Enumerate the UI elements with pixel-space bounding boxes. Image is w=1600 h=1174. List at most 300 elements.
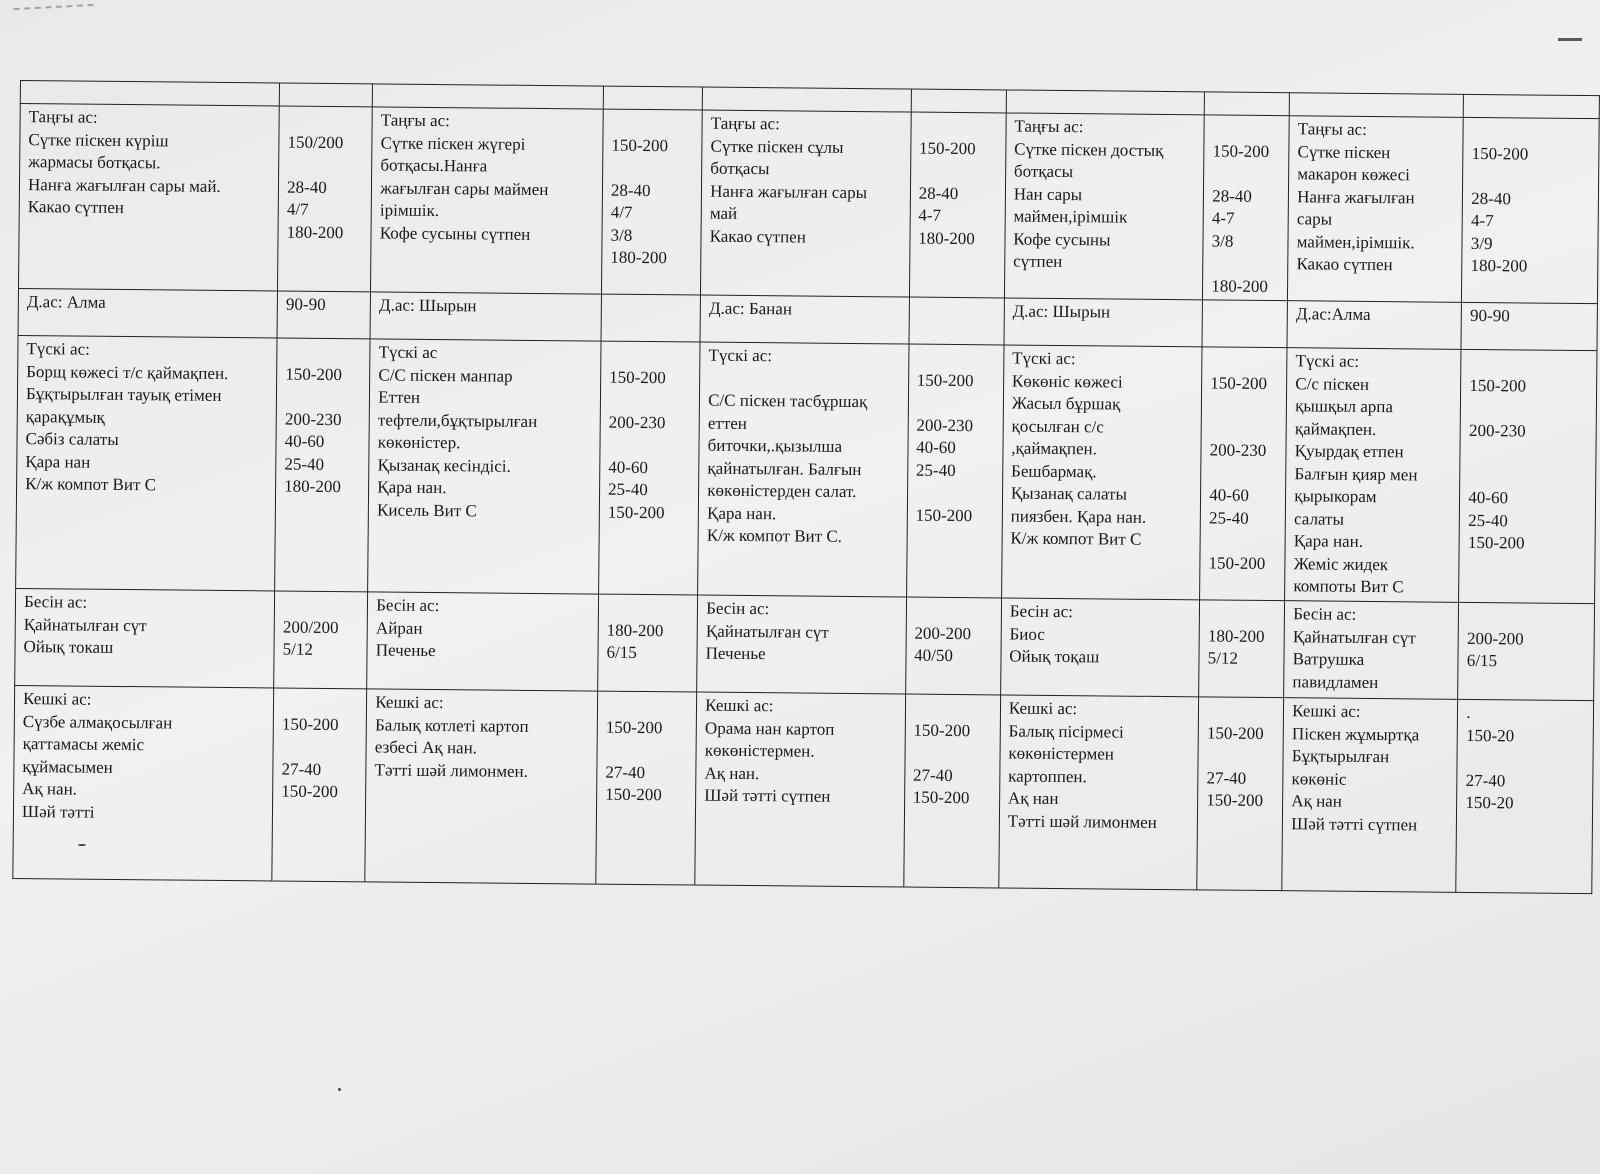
cell-line: 150-200	[609, 367, 666, 387]
cell-line: 200-230	[1468, 420, 1526, 440]
cell-line: Д.ас: Шырын	[1012, 301, 1111, 322]
cell-line: Какао сүтпен	[1296, 254, 1393, 275]
cell-line: 28-40	[1471, 188, 1511, 208]
portion-cell	[903, 694, 1000, 888]
header-cell	[1006, 90, 1205, 115]
cell-line: Бешбармақ.	[1011, 461, 1097, 481]
cell-line: 27-40	[1465, 770, 1506, 790]
dish-cell	[13, 685, 274, 880]
cell-line: Кешкі ас:	[1292, 701, 1361, 721]
meal-row-breakfast	[18, 104, 1599, 304]
portion-cell	[1197, 697, 1284, 891]
cell-line: Кешкі ас:	[705, 695, 774, 716]
cell-line: Таңғы ас:	[380, 110, 451, 131]
cell-line	[609, 344, 691, 367]
dish-cell	[365, 689, 598, 884]
portion-cell	[1461, 302, 1597, 350]
cell-line: Шәй тәтті сүтпен	[1291, 813, 1418, 834]
cell-line: Жеміс жидек	[1293, 553, 1389, 574]
meal-row-lunch	[16, 335, 1597, 603]
cell-line	[611, 157, 693, 180]
dish-cell	[1288, 116, 1464, 303]
cell-line: Қызанақ кесіндісі.	[377, 454, 511, 476]
cell-line	[282, 736, 358, 759]
cell-line: 180-200	[610, 247, 668, 268]
cell-line: Д.ас: Шырын	[378, 295, 477, 316]
cell-line: салаты	[1293, 508, 1345, 529]
header-cell	[603, 86, 702, 110]
dish-cell	[1004, 113, 1204, 300]
cell-line: қайнатылған. Балғын	[707, 458, 862, 479]
cell-line: сары	[1296, 209, 1333, 229]
cell-line: 200-230	[916, 415, 974, 435]
cell-line: 150-200	[607, 502, 665, 522]
cell-line: 150-200	[605, 717, 663, 737]
cell-line: Бұқтырылған	[1291, 746, 1390, 767]
cell-line: маймен,ірімшік	[1013, 206, 1128, 227]
cell-line	[611, 112, 693, 135]
cell-line: Бұқтырылған тауық етімен	[25, 384, 222, 405]
header-cell	[1204, 92, 1289, 116]
cell-line	[1209, 462, 1277, 485]
cell-line: С/с піскен	[1295, 373, 1370, 394]
header-cell	[702, 87, 911, 112]
cell-line: Сүтке піскен	[1297, 141, 1391, 162]
cell-line: 90-90	[1470, 305, 1510, 326]
cell-line: 150-200	[1471, 143, 1529, 163]
dish-cell	[18, 288, 278, 337]
cell-line: Қайнатылған сүт	[23, 614, 147, 635]
cell-line: Түскі ас:	[708, 345, 773, 366]
cell-line	[917, 392, 995, 415]
cell-line: Ақ нан	[1291, 791, 1342, 811]
portion-cell	[1456, 699, 1594, 893]
portion-cell	[906, 344, 1004, 598]
cell-line: 150-200	[913, 720, 971, 740]
cell-line: 200-200	[1466, 628, 1524, 648]
cell-line: Ақ нан	[1007, 788, 1059, 809]
portion-cell	[1200, 347, 1287, 601]
dish-cell	[697, 595, 906, 694]
cell-line: Сүтке піскен достық	[1014, 139, 1164, 160]
cell-line: 4-7	[1211, 208, 1235, 228]
cell-line	[1213, 117, 1281, 140]
cell-line: 27-40	[281, 759, 322, 779]
cell-line	[288, 109, 364, 132]
cell-line: Борщ көжесі т/с қаймақпен.	[26, 361, 229, 383]
cell-line: қаймақпен.	[1294, 418, 1377, 439]
cell-line: 40-60	[1468, 487, 1509, 508]
cell-line: 40/50	[914, 645, 954, 665]
cell-line: 28-40	[287, 177, 327, 197]
cell-line	[1470, 352, 1589, 376]
cell-line: қосылған с/с	[1011, 416, 1104, 436]
cell-line	[919, 160, 997, 183]
cell-line: 3/8	[1211, 230, 1234, 251]
cell-line: 3/8	[610, 225, 633, 245]
dish-cell	[16, 335, 278, 590]
cell-line: 180-200	[284, 476, 341, 497]
header-cell	[1289, 93, 1463, 118]
cell-line: Балық котлеті картоп	[374, 714, 529, 736]
cell-line	[606, 694, 688, 717]
portion-cell	[909, 112, 1006, 298]
cell-line: 4-7	[1470, 210, 1494, 231]
cell-line: қаттамасы жеміс	[22, 734, 145, 755]
cell-line: Сүтке піскен сұлы	[710, 136, 844, 157]
cell-line: Балғын қияр мен	[1294, 463, 1418, 484]
cell-line	[917, 347, 995, 370]
cell-line: 150-200	[285, 364, 343, 384]
cell-line: Қара нан.	[1293, 531, 1364, 551]
cell-line: 40-60	[1209, 485, 1250, 505]
cell-line: 27-40	[912, 765, 953, 785]
cell-line: Нанға жағылған	[1297, 186, 1415, 207]
cell-line	[917, 300, 995, 323]
cell-line: Кешкі ас:	[1008, 698, 1078, 719]
cell-line	[285, 341, 361, 364]
cell-line	[1208, 602, 1276, 625]
cell-line: ,қаймақпен.	[1011, 438, 1098, 459]
cell-line	[281, 803, 357, 826]
cell-line: қышқыл арпа	[1295, 396, 1394, 417]
cell-line: 90-90	[285, 294, 326, 314]
cell-line: Какао сүтпен	[27, 197, 125, 218]
cell-line: 150-200	[916, 370, 974, 390]
dish-cell	[368, 339, 601, 594]
cell-line	[608, 434, 690, 457]
cell-line: көкөністермен.	[704, 740, 815, 761]
cell-line: 180-200	[286, 222, 344, 242]
cell-line: 28-40	[610, 180, 651, 200]
cell-line	[605, 739, 687, 762]
cell-line: Ақ нан.	[22, 779, 78, 799]
cell-line: Кофе сусыны	[1013, 229, 1111, 249]
pen-dash	[1558, 38, 1582, 41]
cell-line: ботқасы	[710, 158, 770, 179]
cell-line: ботқасы	[1013, 161, 1074, 182]
cell-line	[708, 367, 900, 391]
cell-line: жармасы ботқасы.	[28, 152, 161, 173]
dish-cell	[367, 592, 599, 691]
cell-line: К/ж компот Вит С	[25, 474, 157, 495]
portion-cell	[1458, 602, 1595, 700]
cell-line: 200-230	[608, 412, 666, 432]
cell-line: Ақ нан.	[704, 763, 760, 783]
dish-cell	[370, 292, 601, 341]
cell-line: 150-200	[611, 135, 669, 155]
cell-line: 25-40	[1208, 507, 1249, 528]
cell-line: 28-40	[1212, 185, 1252, 206]
cell-line: 3/9	[1470, 233, 1493, 253]
cell-line	[610, 297, 692, 320]
cell-line: 180-200	[918, 228, 975, 248]
cell-line: сүтпен	[1013, 251, 1063, 272]
cell-line: Ватрушка	[1292, 649, 1365, 669]
portion-cell	[272, 688, 367, 882]
cell-line: 150-200	[1206, 790, 1264, 810]
cell-line: көкөністермен	[1008, 743, 1114, 764]
portion-cell	[274, 591, 368, 689]
cell-line: Сүзбе алмақосылған	[22, 711, 173, 732]
cell-line: 27-40	[1206, 767, 1247, 788]
cell-line: 200-230	[1209, 440, 1267, 460]
cell-line	[915, 600, 993, 623]
portion-cell	[1203, 115, 1290, 301]
cell-line: 150-200	[1467, 532, 1525, 553]
cell-line: Бесін ас:	[706, 598, 770, 619]
cell-line: Тәтті шәй лимонмен	[1007, 811, 1157, 832]
portion-cell	[601, 294, 701, 342]
cell-line: биточки,.қызылша	[707, 435, 843, 456]
cell-line	[1207, 744, 1275, 767]
cell-line	[916, 482, 994, 505]
cell-line: Түскі ас:	[1295, 351, 1360, 371]
header-cell	[279, 83, 372, 107]
cell-line: Шәй тәтті	[21, 801, 95, 822]
cell-line: құймасымен	[22, 756, 113, 777]
cell-line: 150-200	[912, 787, 970, 808]
cell-line	[913, 742, 991, 765]
cell-line: 180-200	[1207, 625, 1265, 646]
cell-line: жағылған сары маймен	[380, 177, 549, 199]
cell-line: Таңғы ас:	[1297, 119, 1367, 139]
header-cell	[20, 81, 279, 106]
cell-line: көкөністерден салат.	[707, 480, 857, 502]
dish-cell	[698, 342, 909, 597]
cell-line: 180-200	[1470, 255, 1528, 276]
cell-line: Қайнатылған сүт	[705, 621, 829, 642]
cell-line: Түскі ас	[378, 342, 438, 363]
cell-line: ірімшік.	[379, 200, 440, 221]
meal-row-dinner	[13, 685, 1594, 893]
cell-line: 25-40	[915, 460, 956, 480]
cell-line	[1210, 349, 1278, 372]
header-cell	[911, 89, 1006, 113]
dish-cell	[371, 107, 604, 294]
cell-line: Кисель Вит С	[377, 499, 477, 520]
cell-line: Тәтті шәй лимонмен.	[374, 759, 529, 781]
cell-line: Қара нан	[25, 451, 91, 472]
cell-line: 150-200	[281, 781, 339, 802]
cell-line: қарақұмық	[25, 406, 105, 427]
cell-line	[1211, 252, 1279, 275]
cell-line: 40-60	[608, 457, 649, 477]
dish-cell	[1284, 601, 1459, 700]
dish-cell	[1001, 345, 1202, 600]
cell-line: Бесін ас:	[376, 595, 440, 616]
cell-line	[914, 697, 992, 720]
cell-line: Биос	[1009, 624, 1045, 644]
pen-mark	[14, 4, 95, 26]
cell-line: компоты Вит С	[1293, 576, 1404, 597]
cell-line: май	[709, 203, 738, 223]
cell-line: 40-60	[916, 437, 956, 457]
cell-line: Таңғы ас:	[1014, 116, 1084, 137]
speck	[338, 1088, 341, 1091]
dish-cell	[700, 295, 909, 344]
cell-line: 27-40	[605, 762, 646, 782]
cell-line: ботқасы.Нанға	[380, 155, 488, 176]
meal-row-afternoon	[15, 588, 1595, 700]
cell-line: Қайнатылған сүт	[1292, 626, 1416, 647]
portion-cell	[1202, 300, 1287, 348]
cell-line: 200-230	[284, 409, 342, 429]
cell-line: тефтели,бұқтырылған	[377, 409, 538, 431]
cell-line: Таңғы ас:	[710, 113, 780, 134]
cell-line: 28-40	[918, 183, 959, 203]
cell-line	[1207, 699, 1275, 722]
cell-line: 180-200	[1211, 275, 1269, 296]
cell-line: Д.ас: Банан	[708, 298, 793, 319]
cell-line	[1212, 162, 1280, 185]
cell-line: Орама нан картоп	[704, 718, 835, 739]
cell-line: 150-200	[1206, 722, 1264, 743]
cell-line: көкөніс	[1291, 768, 1347, 789]
cell-line: 150-200	[281, 714, 339, 734]
portion-cell	[277, 291, 371, 339]
cell-line: 150/200	[287, 132, 344, 152]
cell-line: Ойық тоқаш	[1009, 646, 1100, 667]
portion-cell	[601, 109, 702, 295]
portion-cell	[275, 338, 371, 592]
cell-line: 180-200	[606, 620, 664, 640]
cell-line: 40-60	[284, 431, 325, 451]
cell-line: 150-200	[605, 784, 662, 805]
cell-line: 200/200	[282, 617, 339, 637]
cell-line	[1210, 394, 1278, 417]
cell-line: 25-40	[607, 479, 648, 500]
cell-line	[1466, 747, 1585, 771]
dish-cell	[15, 588, 275, 687]
cell-line: 4/7	[610, 202, 633, 222]
cell-line: К/ж компот Вит С.	[706, 525, 843, 546]
cell-line: 5/12	[1207, 648, 1239, 668]
cell-line: 4/7	[286, 199, 309, 219]
cell-line: К/ж компот Вит С	[1010, 528, 1142, 549]
cell-line: езбесі Ақ нан.	[374, 737, 478, 758]
cell-line: маймен,ірімшік.	[1296, 231, 1415, 252]
cell-line: Қара нан.	[706, 503, 777, 523]
cell-line: Бесін ас:	[1009, 601, 1074, 622]
cell-line: Сүтке піскен күріш	[28, 129, 169, 150]
cell-line: Печенье	[705, 643, 766, 664]
cell-line: 150-200	[918, 138, 976, 158]
cell-line	[1209, 529, 1277, 552]
cell-line: 150-200	[915, 505, 973, 525]
cell-line: Бесін ас:	[23, 592, 88, 612]
dish-cell	[1287, 301, 1462, 350]
cell-line: Түскі ас:	[1012, 348, 1076, 369]
cell-line: 150-200	[1210, 372, 1268, 393]
cell-line: Піскен жұмыртқа	[1291, 723, 1420, 744]
header-cell	[372, 84, 603, 109]
cell-line	[1469, 442, 1588, 466]
cell-line: Д.ас:Алма	[1295, 304, 1371, 324]
menu-table	[12, 80, 1600, 894]
cell-line: көкөністер.	[377, 432, 461, 453]
dish-cell	[1000, 598, 1199, 697]
portion-cell	[1199, 600, 1285, 698]
cell-line: Шәй тәтті сүтпен	[704, 785, 831, 806]
cell-line: Еттен	[378, 387, 421, 407]
portion-cell	[598, 594, 698, 692]
cell-line: 25-40	[1468, 510, 1508, 530]
cell-line: Нанға жағылған сары	[710, 181, 868, 202]
portion-cell	[599, 341, 701, 595]
cell-line	[285, 386, 361, 409]
portion-cell	[278, 106, 373, 292]
cell-line: 6/15	[1466, 650, 1498, 671]
portion-cell	[909, 297, 1005, 345]
cell-line: 150-20	[1465, 792, 1514, 813]
cell-line	[27, 219, 269, 244]
portion-cell	[1462, 117, 1599, 303]
cell-line	[1471, 165, 1590, 189]
cell-line	[283, 594, 359, 617]
cell-line: 150-200	[1469, 375, 1527, 395]
cell-line: .	[1466, 702, 1471, 722]
cell-line: Жасыл бұршақ	[1011, 393, 1121, 414]
cell-line: С/С піскен манпар	[378, 364, 513, 386]
cell-line	[1468, 464, 1587, 488]
cell-line: 6/15	[606, 642, 637, 662]
cell-line	[1211, 302, 1279, 325]
dish-cell	[695, 692, 905, 887]
cell-line: Балық пісірмесі	[1008, 721, 1124, 742]
cell-line: Печенье	[375, 640, 436, 661]
cell-line: Қызанақ салаты	[1010, 483, 1128, 504]
cell-line: Д.ас: Алма	[26, 292, 106, 312]
dish-cell	[1285, 348, 1462, 603]
cell-line	[607, 597, 689, 620]
dish-cell	[701, 110, 911, 297]
cell-line	[1210, 417, 1278, 440]
portion-cell	[1459, 349, 1597, 603]
cell-line: қырыкорам	[1294, 486, 1377, 507]
cell-line: еттен	[707, 413, 748, 433]
cell-line: 4-7	[918, 205, 942, 225]
cell-line	[287, 154, 363, 177]
cell-line: Сүтке піскен жүгері	[380, 132, 526, 154]
cell-line: картоппен.	[1008, 766, 1087, 786]
cell-line: Бесін ас:	[1293, 604, 1357, 624]
cell-line: 5/12	[282, 639, 313, 659]
dish-cell	[18, 104, 279, 291]
cell-line: 25-40	[284, 454, 325, 474]
cell-line: С/С піскен тасбұршақ	[708, 390, 868, 412]
cell-line: макарон көжесі	[1297, 164, 1411, 185]
portion-cell	[596, 691, 697, 885]
cell-line: Таңғы ас:	[28, 107, 98, 127]
cell-line: Айран	[375, 617, 423, 638]
cell-line	[919, 115, 997, 138]
cell-line: Сәбіз салаты	[25, 429, 119, 449]
cell-line: 150-200	[1208, 552, 1266, 573]
cell-line: Нанға жағылған сары май.	[27, 174, 221, 196]
cell-line: 150-200	[1212, 140, 1270, 161]
cell-line: Какао сүтпен	[709, 226, 806, 247]
header-cell	[1464, 94, 1600, 118]
cell-line	[282, 691, 358, 714]
cell-line: Кешкі ас:	[375, 692, 444, 713]
cell-line	[1467, 605, 1586, 629]
cell-line	[1469, 397, 1588, 421]
cell-line: 150-20	[1465, 725, 1515, 745]
cell-line: Кешкі ас:	[22, 689, 92, 709]
cell-line: павидламен	[1292, 671, 1379, 692]
cell-line: Қуырдақ етпен	[1294, 441, 1404, 462]
